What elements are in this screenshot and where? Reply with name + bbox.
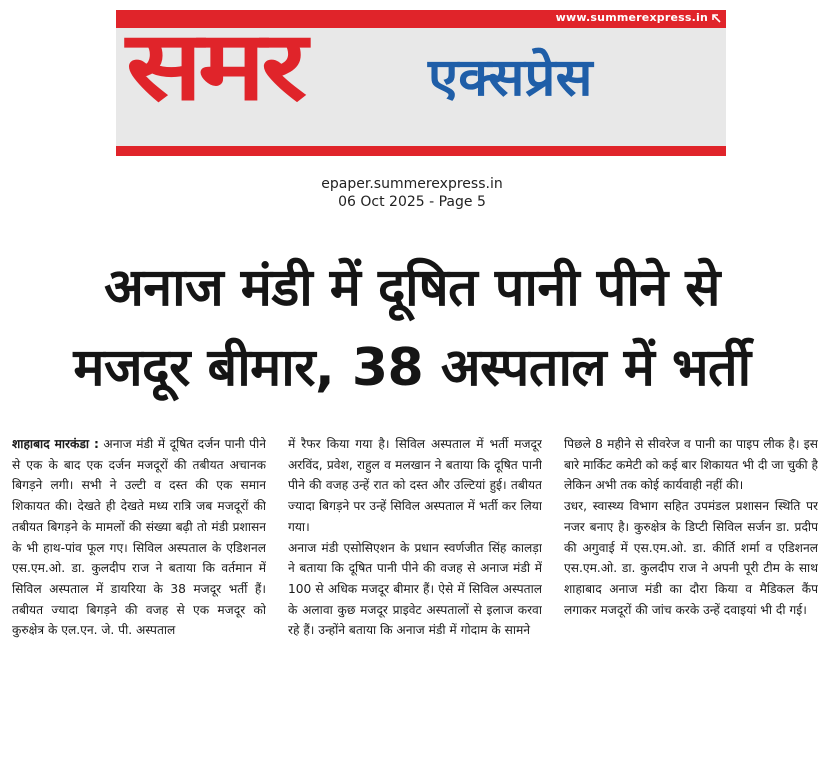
headline-line-1: अनाज मंडी में दूषित पानी पीने से (104, 258, 720, 318)
masthead (116, 10, 726, 156)
article-column-1 (12, 434, 266, 764)
article-column-2 (288, 434, 542, 764)
article-paragraph (12, 434, 266, 641)
masthead-bottom-bar (116, 146, 726, 156)
headline-line-2: मजदूर बीमार, 38 अस्पताल में भर्ती (73, 338, 751, 398)
headline (0, 248, 824, 408)
brand-logo-secondary: एक्सप्रेस (428, 48, 593, 108)
epaper-site[interactable]: epaper.summerexpress.in (321, 176, 503, 192)
masthead-url[interactable]: www.summerexpress.in (555, 11, 708, 24)
article-paragraph: में रैफर किया गया है। सिविल अस्पताल में भर्ती मजदूर अरविंद, प्रवेश, राहुल व मलखान ने बताया कि दूषित पानी पीने की वजह उन्हें रात को दस्त और उल्टियां हुई। तबीयत ज्यादा बिगड़ने पर उन्हें सिविल अस्पताल में भर्ती कर लिया गया। (288, 437, 542, 534)
article-paragraph: उधर, स्वास्थ्य विभाग सहित उपमंडल प्रशासन स्थिति पर नजर बनाए है। कुरुक्षेत्र के डिप्टी सिविल सर्जन डा. प्रदीप की अगुवाई में एस.एम.ओ. डा. कीर्ति शर्मा व एडिशनल एस.एम.ओ. डा. कुलदीप राज ने अपनी पूरी टीम के साथ शाहाबाद अनाज मंडी का दौरा किया व मैडिकल कैंप लगाकर मजदूरों की जांच करके उन्हें दवाइयां भी दी गई। (564, 499, 818, 617)
date-page: 06 Oct 2025 - Page 5 (338, 194, 486, 210)
article-column-3 (564, 434, 818, 764)
article-body (12, 434, 818, 764)
brand-logo-primary: समर (126, 10, 303, 122)
article-paragraph: पिछले 8 महीने से सीवरेज व पानी का पाइप लीक है। इस बारे मार्किट कमेटी को कई बार शिकायत भी दी जा चुकी है लेकिन अभी तक कोई कार्यवाही नहीं की। (564, 437, 818, 493)
paragraph-text: अनाज मंडी में दूषित दर्जन पानी पीने से एक के बाद एक दर्जन मजदूरों की तबीयत अचानक बिगड़ने लगी। सभी ने उल्टी व दस्त की एक समान शिकायत की। देखते ही देखते मध्य रात्रि जब मजदूरों की तबीयत बिगड़ने के मामलों की संख्या बढ़ी तो मंडी प्रशासन के भी हाथ-पांव फूल गए। सिविल अस्पताल के एडिशनल एस.एम.ओ. डा. कुलदीप राज ने बताया कि वर्तमान में सिविल अस्पताल में डायरिया के 38 मजदूर भर्ती हैं। तबीयत ज्यादा बिगड़ने की वजह से एक मजदूर को कुरुक्षेत्र के एल.एन. जे. पी. अस्पताल (12, 437, 266, 638)
page-info (0, 175, 824, 211)
arrow-up-left-icon (710, 12, 722, 24)
dateline: शाहाबाद मारकंडा : (12, 437, 99, 451)
article-paragraph: अनाज मंडी एसोसिएशन के प्रधान स्वर्णजीत सिंह कालड़ा ने बताया कि दूषित पानी पीने की वजह से अनाज मंडी में 100 से अधिक मजदूर बीमार हैं। ऐसे में सिविल अस्पताल के अलावा कुछ मजदूर प्राइवेट अस्पतालों से इलाज करवा रहे हैं। उन्होंने बताया कि अनाज मंडी में गोदाम के सामने (288, 540, 542, 638)
